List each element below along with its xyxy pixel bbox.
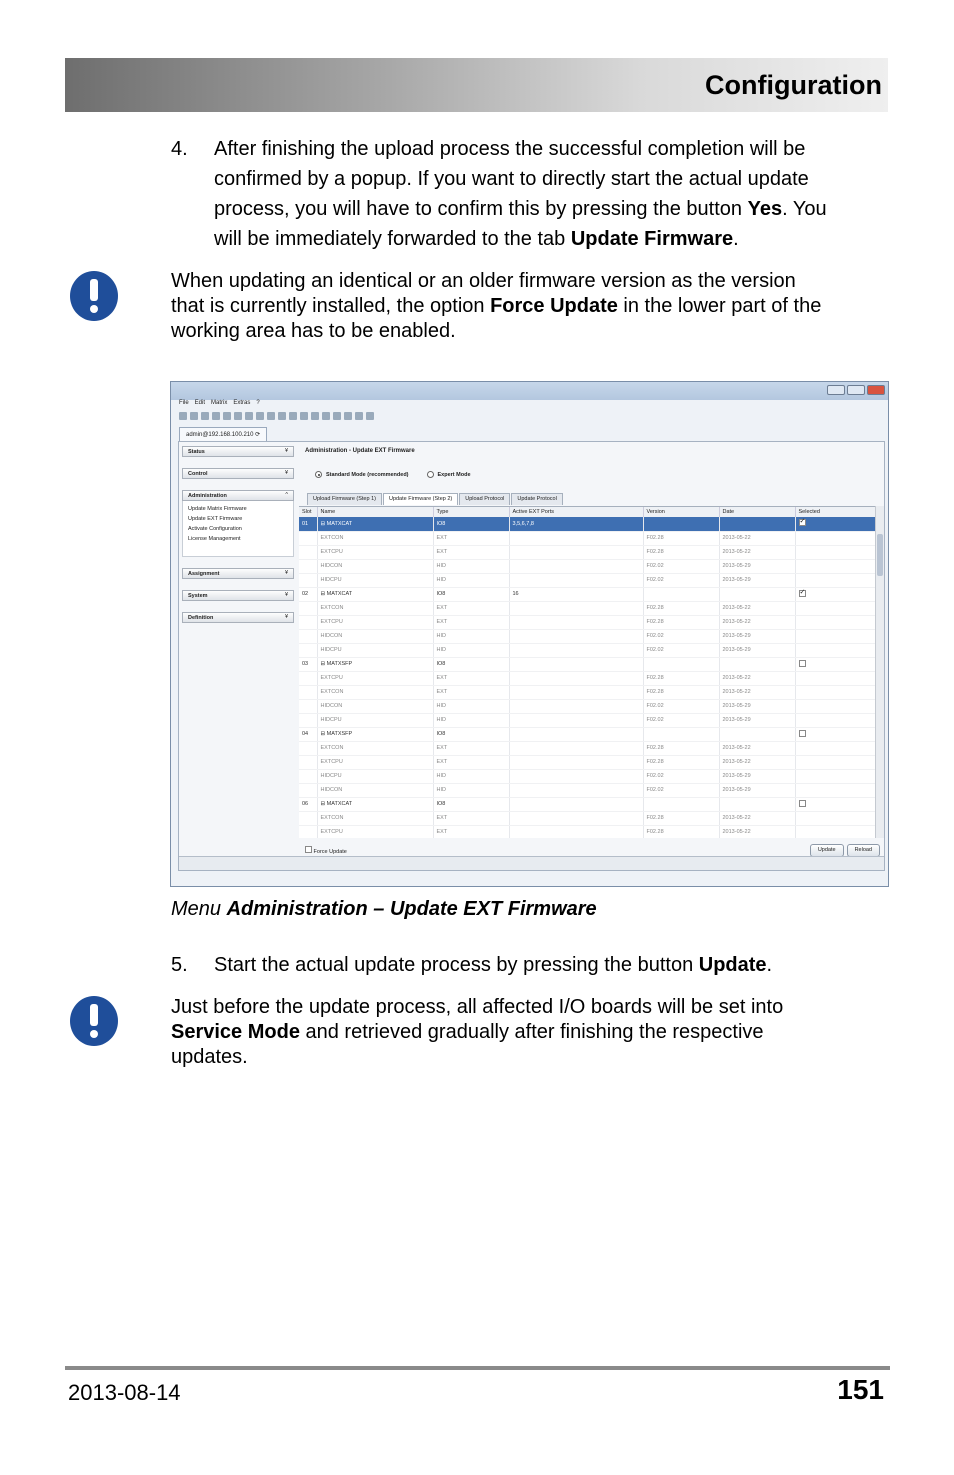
- select-checkbox[interactable]: [799, 519, 806, 526]
- selected-cell[interactable]: [795, 629, 875, 643]
- administration-submenu: [182, 501, 294, 557]
- table-row[interactable]: [299, 573, 875, 587]
- firmware-table: [299, 506, 884, 838]
- page-title: Configuration: [705, 70, 882, 100]
- sidebar-subitem-update-matrix-firmware[interactable]: Update Matrix Firmware: [188, 506, 247, 512]
- table-cell: 2013-05-22: [719, 601, 795, 615]
- sidebar-item-status[interactable]: Status ¥: [182, 446, 294, 457]
- sidebar-item-administration[interactable]: Administration ^: [182, 490, 294, 501]
- sidebar-item-assignment[interactable]: Assignment ¥: [182, 568, 294, 579]
- table-row[interactable]: [299, 601, 875, 615]
- table-cell: EXT: [433, 685, 509, 699]
- column-header[interactable]: Type: [433, 507, 509, 517]
- subtabs: [307, 493, 563, 505]
- table-cell: [509, 629, 643, 643]
- table-row[interactable]: [299, 657, 875, 671]
- table-row[interactable]: [299, 699, 875, 713]
- table-cell: [643, 657, 719, 671]
- selected-cell[interactable]: [795, 713, 875, 727]
- table-row[interactable]: [299, 811, 875, 825]
- select-checkbox[interactable]: [799, 730, 806, 737]
- table-cell: [509, 545, 643, 559]
- table-cell: 2013-05-29: [719, 699, 795, 713]
- table-cell: F02.02: [643, 769, 719, 783]
- text-line: confirmed by a popup. If you want to directly start the actual update: [214, 168, 809, 190]
- table-row[interactable]: [299, 769, 875, 783]
- table-cell: F02.28: [643, 811, 719, 825]
- table-cell: [299, 643, 317, 657]
- tab-update-firmware[interactable]: Update Firmware (Step 2): [383, 493, 458, 505]
- text-line: Just before the update process, all affected I/O boards will be set into: [171, 996, 784, 1018]
- table-row[interactable]: [299, 587, 875, 601]
- table-cell: EXTCON: [317, 811, 433, 825]
- selected-cell[interactable]: [795, 531, 875, 545]
- table-cell: [719, 587, 795, 601]
- table-cell: 3,5,6,7,8: [509, 517, 643, 531]
- import-icon[interactable]: [333, 412, 341, 420]
- table-cell: [299, 699, 317, 713]
- table-cell: ⊟ MATXCAT: [317, 517, 433, 531]
- table-row[interactable]: [299, 671, 875, 685]
- update-button[interactable]: Update: [810, 844, 844, 857]
- chevron-up-icon: ^: [285, 492, 288, 498]
- close-icon[interactable]: [867, 385, 885, 395]
- table-row[interactable]: [299, 713, 875, 727]
- table-cell: [509, 727, 643, 741]
- selected-cell[interactable]: [795, 769, 875, 783]
- selected-cell[interactable]: [795, 755, 875, 769]
- table-cell: 2013-05-22: [719, 531, 795, 545]
- table-cell: [509, 615, 643, 629]
- table-cell: F02.28: [643, 531, 719, 545]
- document-icon[interactable]: [311, 412, 319, 420]
- text-line: working area has to be enabled.: [171, 320, 456, 342]
- table-cell: IO8: [433, 657, 509, 671]
- chevron-down-icon: ¥: [284, 592, 288, 598]
- select-checkbox[interactable]: [799, 800, 806, 807]
- table-cell: HIDCON: [317, 559, 433, 573]
- table-cell: [299, 671, 317, 685]
- vertical-scrollbar[interactable]: [875, 506, 884, 838]
- selected-cell[interactable]: [795, 517, 875, 531]
- table-cell: EXT: [433, 811, 509, 825]
- table-cell: HIDCPU: [317, 713, 433, 727]
- table-cell: F02.28: [643, 755, 719, 769]
- table-cell: 2013-05-22: [719, 741, 795, 755]
- table-cell: [509, 825, 643, 838]
- table-cell: 2013-05-22: [719, 825, 795, 838]
- table-cell: [509, 769, 643, 783]
- text-line: will be immediately forwarded to the tab Update Firmware.: [214, 228, 739, 250]
- table-cell: EXT: [433, 545, 509, 559]
- disconnect-icon[interactable]: [267, 412, 275, 420]
- table-cell: EXTCON: [317, 531, 433, 545]
- table-cell: HID: [433, 643, 509, 657]
- text-line: Service Mode and retrieved gradually after finishing the respective: [171, 1021, 764, 1043]
- table-cell: [719, 797, 795, 811]
- table-row[interactable]: [299, 643, 875, 657]
- table-cell: [509, 783, 643, 797]
- step-number: 5.: [171, 954, 188, 976]
- header-bar: [65, 58, 888, 112]
- sidebar-subitem-license-management[interactable]: License Management: [188, 536, 241, 542]
- step-number: 4.: [171, 138, 188, 160]
- selected-cell[interactable]: [795, 601, 875, 615]
- menu-edit[interactable]: Edit: [194, 400, 206, 406]
- export-icon[interactable]: [322, 412, 330, 420]
- table-cell: [299, 573, 317, 587]
- refresh-icon[interactable]: [212, 412, 220, 420]
- tab-update-protocol[interactable]: Update Protocol: [511, 493, 562, 505]
- footer-date: 2013-08-14: [68, 1380, 181, 1405]
- table-cell: [643, 797, 719, 811]
- table-cell: EXT: [433, 755, 509, 769]
- upload-icon[interactable]: [289, 412, 297, 420]
- table-cell: HIDCPU: [317, 573, 433, 587]
- table-cell: HID: [433, 629, 509, 643]
- table-cell: [509, 671, 643, 685]
- title-bar: [171, 382, 888, 400]
- table-cell: HID: [433, 783, 509, 797]
- sidebar-item-system[interactable]: System ¥: [182, 590, 294, 601]
- selected-cell[interactable]: [795, 545, 875, 559]
- table-cell: [299, 629, 317, 643]
- table-row[interactable]: [299, 741, 875, 755]
- table-cell: [299, 559, 317, 573]
- tab-session[interactable]: admin@192.168.100.210 ⟳: [179, 427, 267, 441]
- table-cell: F02.28: [643, 685, 719, 699]
- table-cell: [299, 811, 317, 825]
- table-cell: [509, 699, 643, 713]
- text-line: updates.: [171, 1046, 248, 1068]
- table-cell: EXT: [433, 825, 509, 838]
- check-icon[interactable]: [355, 412, 363, 420]
- selected-cell[interactable]: [795, 615, 875, 629]
- text-line: process, you will have to confirm this by pressing the button Yes. You: [214, 198, 827, 220]
- text-line: After finishing the upload process the successful completion will be: [214, 138, 806, 160]
- table-cell: 2013-05-22: [719, 671, 795, 685]
- table-cell: F02.02: [643, 783, 719, 797]
- table-row[interactable]: [299, 797, 875, 811]
- force-update-checkbox[interactable]: Force Update: [305, 846, 347, 855]
- chevron-down-icon: ¥: [284, 570, 288, 576]
- screenshot-window: [170, 381, 889, 887]
- table-cell: HID: [433, 559, 509, 573]
- table-cell: HID: [433, 699, 509, 713]
- column-header[interactable]: Slot: [299, 507, 317, 517]
- table-cell: 06: [299, 797, 317, 811]
- step-text: Start the actual update process by pressing the button Update.: [214, 954, 773, 976]
- settings-icon[interactable]: [278, 412, 286, 420]
- table-cell: 2013-05-29: [719, 769, 795, 783]
- table-cell: [299, 713, 317, 727]
- exclamation-icon: [70, 996, 118, 1046]
- tab-upload-firmware[interactable]: Upload Firmware (Step 1): [307, 493, 382, 505]
- table-row[interactable]: [299, 629, 875, 643]
- table-cell: F02.28: [643, 615, 719, 629]
- radio-expert-mode[interactable]: Expert Mode: [427, 471, 471, 478]
- table-cell: F02.28: [643, 671, 719, 685]
- column-header[interactable]: Date: [719, 507, 795, 517]
- menu-bar: [179, 400, 260, 410]
- sidebar: [182, 446, 294, 634]
- table-cell: EXTCON: [317, 741, 433, 755]
- chevron-down-icon: ¥: [284, 614, 288, 620]
- cut-icon[interactable]: [223, 412, 231, 420]
- column-header[interactable]: Active EXT Ports: [509, 507, 643, 517]
- text-line: When updating an identical or an older firmware version as the version: [171, 270, 796, 292]
- info-icon[interactable]: [366, 412, 374, 420]
- table-cell: [299, 741, 317, 755]
- table-cell: [299, 531, 317, 545]
- table-cell: 04: [299, 727, 317, 741]
- table-cell: [509, 741, 643, 755]
- table-cell: EXTCPU: [317, 615, 433, 629]
- table-cell: 2013-05-29: [719, 713, 795, 727]
- table-cell: 2013-05-29: [719, 783, 795, 797]
- table-cell: 16: [509, 587, 643, 601]
- toolbar: [179, 412, 374, 424]
- table-cell: HIDCON: [317, 699, 433, 713]
- table-cell: [509, 713, 643, 727]
- mode-selector: [315, 471, 471, 478]
- selected-cell[interactable]: [795, 657, 875, 671]
- table-cell: [299, 685, 317, 699]
- table-cell: HIDCPU: [317, 769, 433, 783]
- select-checkbox[interactable]: [799, 590, 806, 597]
- selected-cell[interactable]: [795, 699, 875, 713]
- table-cell: [509, 755, 643, 769]
- table-cell: [509, 797, 643, 811]
- table-cell: EXTCON: [317, 601, 433, 615]
- column-header[interactable]: Selected: [795, 507, 875, 517]
- selected-cell[interactable]: [795, 587, 875, 601]
- text-line: that is currently installed, the option Force Update in the lower part of the: [171, 295, 822, 317]
- selected-cell[interactable]: [795, 643, 875, 657]
- chevron-down-icon: ¥: [284, 448, 288, 454]
- table-cell: [509, 643, 643, 657]
- step-text: [214, 134, 886, 254]
- table-cell: [299, 825, 317, 838]
- select-checkbox[interactable]: [799, 660, 806, 667]
- table-cell: ⊟ MATXCAT: [317, 587, 433, 601]
- table-row[interactable]: [299, 531, 875, 545]
- selected-cell[interactable]: [795, 741, 875, 755]
- table-cell: [299, 615, 317, 629]
- exclamation-icon: [70, 271, 118, 321]
- table-cell: [509, 573, 643, 587]
- table-cell: IO8: [433, 517, 509, 531]
- radio-standard-mode[interactable]: Standard Mode (recommended): [315, 471, 409, 478]
- table-cell: [719, 727, 795, 741]
- table-cell: EXTCPU: [317, 671, 433, 685]
- table-cell: F02.02: [643, 559, 719, 573]
- table-row[interactable]: [299, 559, 875, 573]
- menu-extras[interactable]: Extras: [233, 400, 251, 406]
- table-row[interactable]: [299, 825, 875, 838]
- table-cell: F02.02: [643, 629, 719, 643]
- reload-button[interactable]: Reload: [847, 844, 880, 857]
- table-cell: [299, 545, 317, 559]
- table-cell: F02.02: [643, 713, 719, 727]
- table-cell: [643, 727, 719, 741]
- table-cell: F02.28: [643, 601, 719, 615]
- table-cell: F02.02: [643, 573, 719, 587]
- table-cell: EXT: [433, 671, 509, 685]
- table-cell: 2013-05-29: [719, 629, 795, 643]
- sidebar-subitem-activate-configuration[interactable]: Activate Configuration: [188, 526, 242, 532]
- selected-cell[interactable]: [795, 811, 875, 825]
- table-cell: F02.02: [643, 699, 719, 713]
- tab-upload-protocol[interactable]: Upload Protocol: [459, 493, 510, 505]
- table-cell: 2013-05-22: [719, 545, 795, 559]
- download-icon[interactable]: [300, 412, 308, 420]
- table-cell: HIDCON: [317, 783, 433, 797]
- scroll-thumb[interactable]: [877, 534, 883, 576]
- sidebar-item-control[interactable]: Control ¥: [182, 468, 294, 479]
- table-row[interactable]: [299, 755, 875, 769]
- table-cell: HID: [433, 769, 509, 783]
- figure-caption: Menu Administration – Update EXT Firmware: [171, 898, 597, 920]
- table-cell: [299, 769, 317, 783]
- table-cell: HID: [433, 573, 509, 587]
- table-cell: [509, 601, 643, 615]
- paste-icon[interactable]: [245, 412, 253, 420]
- table-cell: [509, 811, 643, 825]
- table-cell: ⊟ MATXSFP: [317, 727, 433, 741]
- footer-divider: [65, 1366, 890, 1370]
- table-cell: EXT: [433, 615, 509, 629]
- open-icon[interactable]: [190, 412, 198, 420]
- table-cell: EXTCPU: [317, 755, 433, 769]
- table-cell: 2013-05-22: [719, 615, 795, 629]
- table-cell: EXT: [433, 741, 509, 755]
- maximize-icon[interactable]: [847, 385, 865, 395]
- selected-cell[interactable]: [795, 559, 875, 573]
- table-row[interactable]: [299, 517, 875, 531]
- table-cell: [509, 657, 643, 671]
- table-cell: 2013-05-22: [719, 755, 795, 769]
- table-cell: [509, 559, 643, 573]
- table-cell: [299, 783, 317, 797]
- table-cell: ⊟ MATXCAT: [317, 797, 433, 811]
- table-cell: EXT: [433, 601, 509, 615]
- table-cell: F02.28: [643, 741, 719, 755]
- table-cell: IO8: [433, 797, 509, 811]
- table-cell: 2013-05-22: [719, 685, 795, 699]
- table-cell: ⊟ MATXSFP: [317, 657, 433, 671]
- save-icon[interactable]: [201, 412, 209, 420]
- menu-help[interactable]: ?: [256, 400, 260, 406]
- table-cell: 2013-05-29: [719, 559, 795, 573]
- selected-cell[interactable]: [795, 685, 875, 699]
- sidebar-subitem-update-ext-firmware[interactable]: Update EXT Firmware: [188, 516, 243, 522]
- table-cell: HIDCPU: [317, 643, 433, 657]
- table-row[interactable]: [299, 545, 875, 559]
- table-cell: [719, 517, 795, 531]
- table-cell: F02.28: [643, 825, 719, 838]
- table-cell: EXTCPU: [317, 825, 433, 838]
- table-cell: 02: [299, 587, 317, 601]
- selected-cell[interactable]: [795, 797, 875, 811]
- table-cell: [299, 601, 317, 615]
- table-cell: 01: [299, 517, 317, 531]
- table-row[interactable]: [299, 615, 875, 629]
- table-cell: 03: [299, 657, 317, 671]
- table-cell: [299, 755, 317, 769]
- menu-file[interactable]: File: [179, 400, 189, 406]
- session-label: admin@192.168.100.210: [186, 432, 254, 438]
- table-cell: IO8: [433, 587, 509, 601]
- minimize-icon[interactable]: [827, 385, 845, 395]
- selected-cell[interactable]: [795, 573, 875, 587]
- status-bar: [179, 856, 884, 870]
- table-cell: HID: [433, 713, 509, 727]
- note-service-mode: [171, 995, 886, 1070]
- table-row[interactable]: [299, 727, 875, 741]
- table-cell: 2013-05-29: [719, 643, 795, 657]
- selected-cell[interactable]: [795, 783, 875, 797]
- table-cell: IO8: [433, 727, 509, 741]
- table-cell: 2013-05-29: [719, 573, 795, 587]
- menu-matrix[interactable]: Matrix: [211, 400, 228, 406]
- note-force-update: [171, 269, 886, 344]
- column-header[interactable]: Name: [317, 507, 433, 517]
- table-cell: 2013-05-22: [719, 811, 795, 825]
- table-row[interactable]: [299, 783, 875, 797]
- new-icon[interactable]: [179, 412, 187, 420]
- sidebar-item-definition[interactable]: Definition ¥: [182, 612, 294, 623]
- table-row[interactable]: [299, 685, 875, 699]
- selected-cell[interactable]: [795, 825, 875, 838]
- selected-cell[interactable]: [795, 671, 875, 685]
- connect-icon[interactable]: [256, 412, 264, 420]
- table-cell: F02.28: [643, 545, 719, 559]
- main-panel: [299, 442, 884, 870]
- table-cell: [509, 685, 643, 699]
- table-cell: EXTCPU: [317, 545, 433, 559]
- table-cell: [643, 587, 719, 601]
- table-cell: F02.02: [643, 643, 719, 657]
- selected-cell[interactable]: [795, 727, 875, 741]
- panel-title: Administration - Update EXT Firmware: [305, 448, 415, 454]
- table-cell: EXTCON: [317, 685, 433, 699]
- chevron-down-icon: ¥: [284, 470, 288, 476]
- copy-icon[interactable]: [234, 412, 242, 420]
- table-cell: [643, 517, 719, 531]
- page-number: 151: [837, 1374, 884, 1405]
- monitor-icon[interactable]: [344, 412, 352, 420]
- work-area: [178, 441, 885, 871]
- column-header[interactable]: Version: [643, 507, 719, 517]
- table-cell: EXT: [433, 531, 509, 545]
- table-cell: HIDCON: [317, 629, 433, 643]
- table-cell: [719, 657, 795, 671]
- table-cell: [509, 531, 643, 545]
